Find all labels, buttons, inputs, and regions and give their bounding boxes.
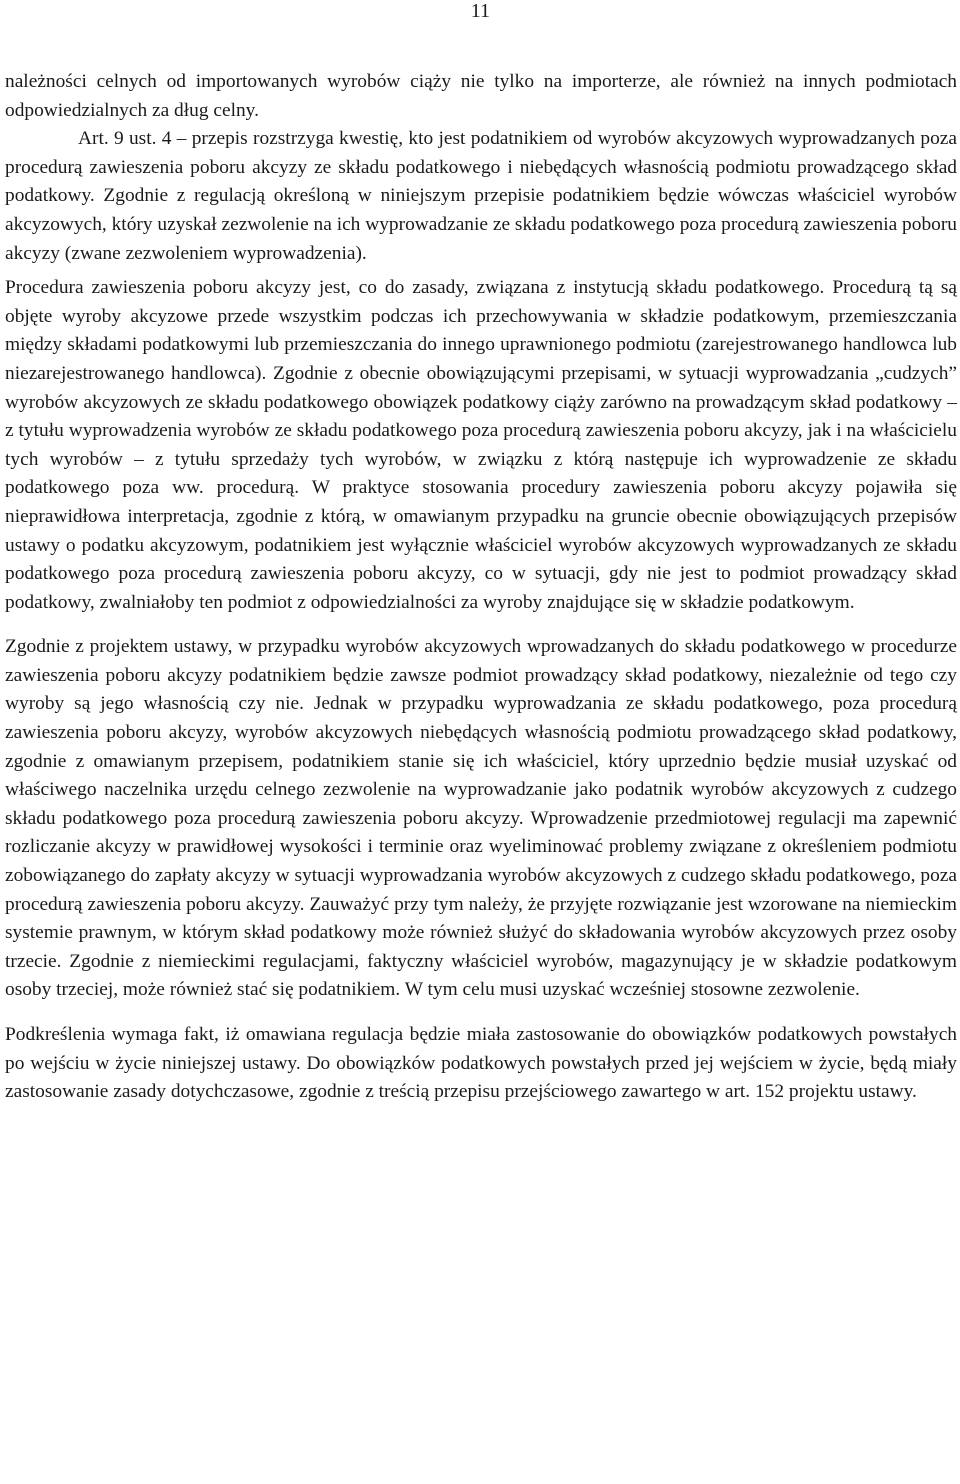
paragraph-1: należności celnych od importowanych wyrobów ciąży nie tylko na importerze, ale również na innych podmiotach odpowiedzialnych za dług celny.: [5, 71, 957, 121]
paragraph-3: Procedura zawieszenia poboru akcyzy jest, co do zasady, związana z instytucją składu podatkowego. Procedurą tą są objęte wyroby akcyzowe przede wszystkim podczas ich przechowywania w składzie podatkowym, przemieszczania między składami podatkowymi lub przemieszczania do innego uprawnionego podmiotu (zarejestrowanego handlowca lub niezarejestrowanego handlowca). Zgodnie z obecnie obowiązującymi przepisami, w sytuacji wyprowadzania „cudzych” wyrobów akcyzowych ze składu podatkowego obowiązek podatkowy ciąży zarówno na prowadzącym skład podatkowy – z tytułu wyprowadzenia wyrobów ze składu podatkowego poza procedurą zawieszenia poboru akcyzy, jak i na właścicielu tych wyrobów – z tytułu sprzedaży tych wyrobów, w związku z którą następuje ich wyprowadzenie ze składu podatkowego poza ww. procedurą. W praktyce stosowania procedury zawieszenia poboru akcyzy pojawiła się nieprawidłowa interpretacja, zgodnie z którą, w omawianym przypadku na gruncie obecnie obowiązujących przepisów ustawy o podatku akcyzowym, podatnikiem jest wyłącznie właściciel wyrobów akcyzowych wyprowadzanych ze składu podatkowego poza procedurą zawieszenia poboru akcyzy, co w sytuacji, gdy nie jest to podmiot prowadzący skład podatkowy, zwalniałoby ten podmiot z odpowiedzialności za wyroby znajdujące się w składzie podatkowym.: [5, 277, 957, 613]
paragraph-4: Zgodnie z projektem ustawy, w przypadku wyrobów akcyzowych wprowadzanych do składu podatkowego w procedurze zawieszenia poboru akcyzy podatnikiem będzie zawsze podmiot prowadzący skład podatkowy, niezależnie od tego czy wyroby są jego własnością czy nie. Jednak w przypadku wyprowadzania ze składu podatkowego, poza procedurą zawieszenia poboru akcyzy, wyrobów akcyzowych niebędących własnością podmiotu prowadzącego skład podatkowy, zgodnie z omawianym przepisem, podatnikiem stanie się ich właściciel, który uprzednio będzie musiał uzyskać od właściwego naczelnika urzędu celnego zezwolenie na wyprowadzanie jako podatnik wyrobów akcyzowych z cudzego składu podatkowego poza procedurą zawieszenia poboru akcyzy. Wprowadzenie przedmiotowej regulacji ma zapewnić rozliczanie akcyzy w prawidłowej wysokości i terminie oraz wyeliminować problemy związane z określeniem podmiotu zobowiązanego do zapłaty akcyzy w sytuacji wyprowadzania wyrobów akcyzowych z cudzego składu podatkowego, poza procedurą zawieszenia poboru akcyzy. Zauważyć przy tym należy, że przyjęte rozwiązanie jest wzorowane na niemieckim systemie prawnym, w którym skład podatkowy może również służyć do składowania wyrobów akcyzowych przez osoby trzecie. Zgodnie z niemieckimi regulacjami, faktyczny właściciel wyrobów, magazynujący je w składzie podatkowym osoby trzeciej, może również stać się podatnikiem. W tym celu musi uzyskać wcześniej stosowne zezwolenie.: [5, 636, 957, 1001]
document-body: [5, 68, 957, 1107]
paragraph-2: Art. 9 ust. 4 – przepis rozstrzyga kwestię, kto jest podatnikiem od wyrobów akcyzowych wyprowadzanych poza procedurą zawieszenia poboru akcyzy ze składu podatkowego i niebędących własnością podmiotu prowadzącego skład podatkowy. Zgodnie z regulacją określoną w niniejszym przepisie podatnikiem będzie wówczas właściciel wyrobów akcyzowych, który uzyskał zezwolenie na ich wyprowadzanie ze składu podatkowego poza procedurą zawieszenia poboru akcyzy (zwane zezwoleniem wyprowadzenia).: [5, 128, 957, 264]
page-number: 11: [470, 0, 490, 22]
paragraph-5: Podkreślenia wymaga fakt, iż omawiana regulacja będzie miała zastosowanie do obowiązków podatkowych powstałych po wejściu w życie niniejszej ustawy. Do obowiązków podatkowych powstałych przed jej wejściem w życie, będą miały zastosowanie zasady dotychczasowe, zgodnie z treścią przepisu przejściowego zawartego w art. 152 projektu ustawy.: [5, 1024, 957, 1103]
